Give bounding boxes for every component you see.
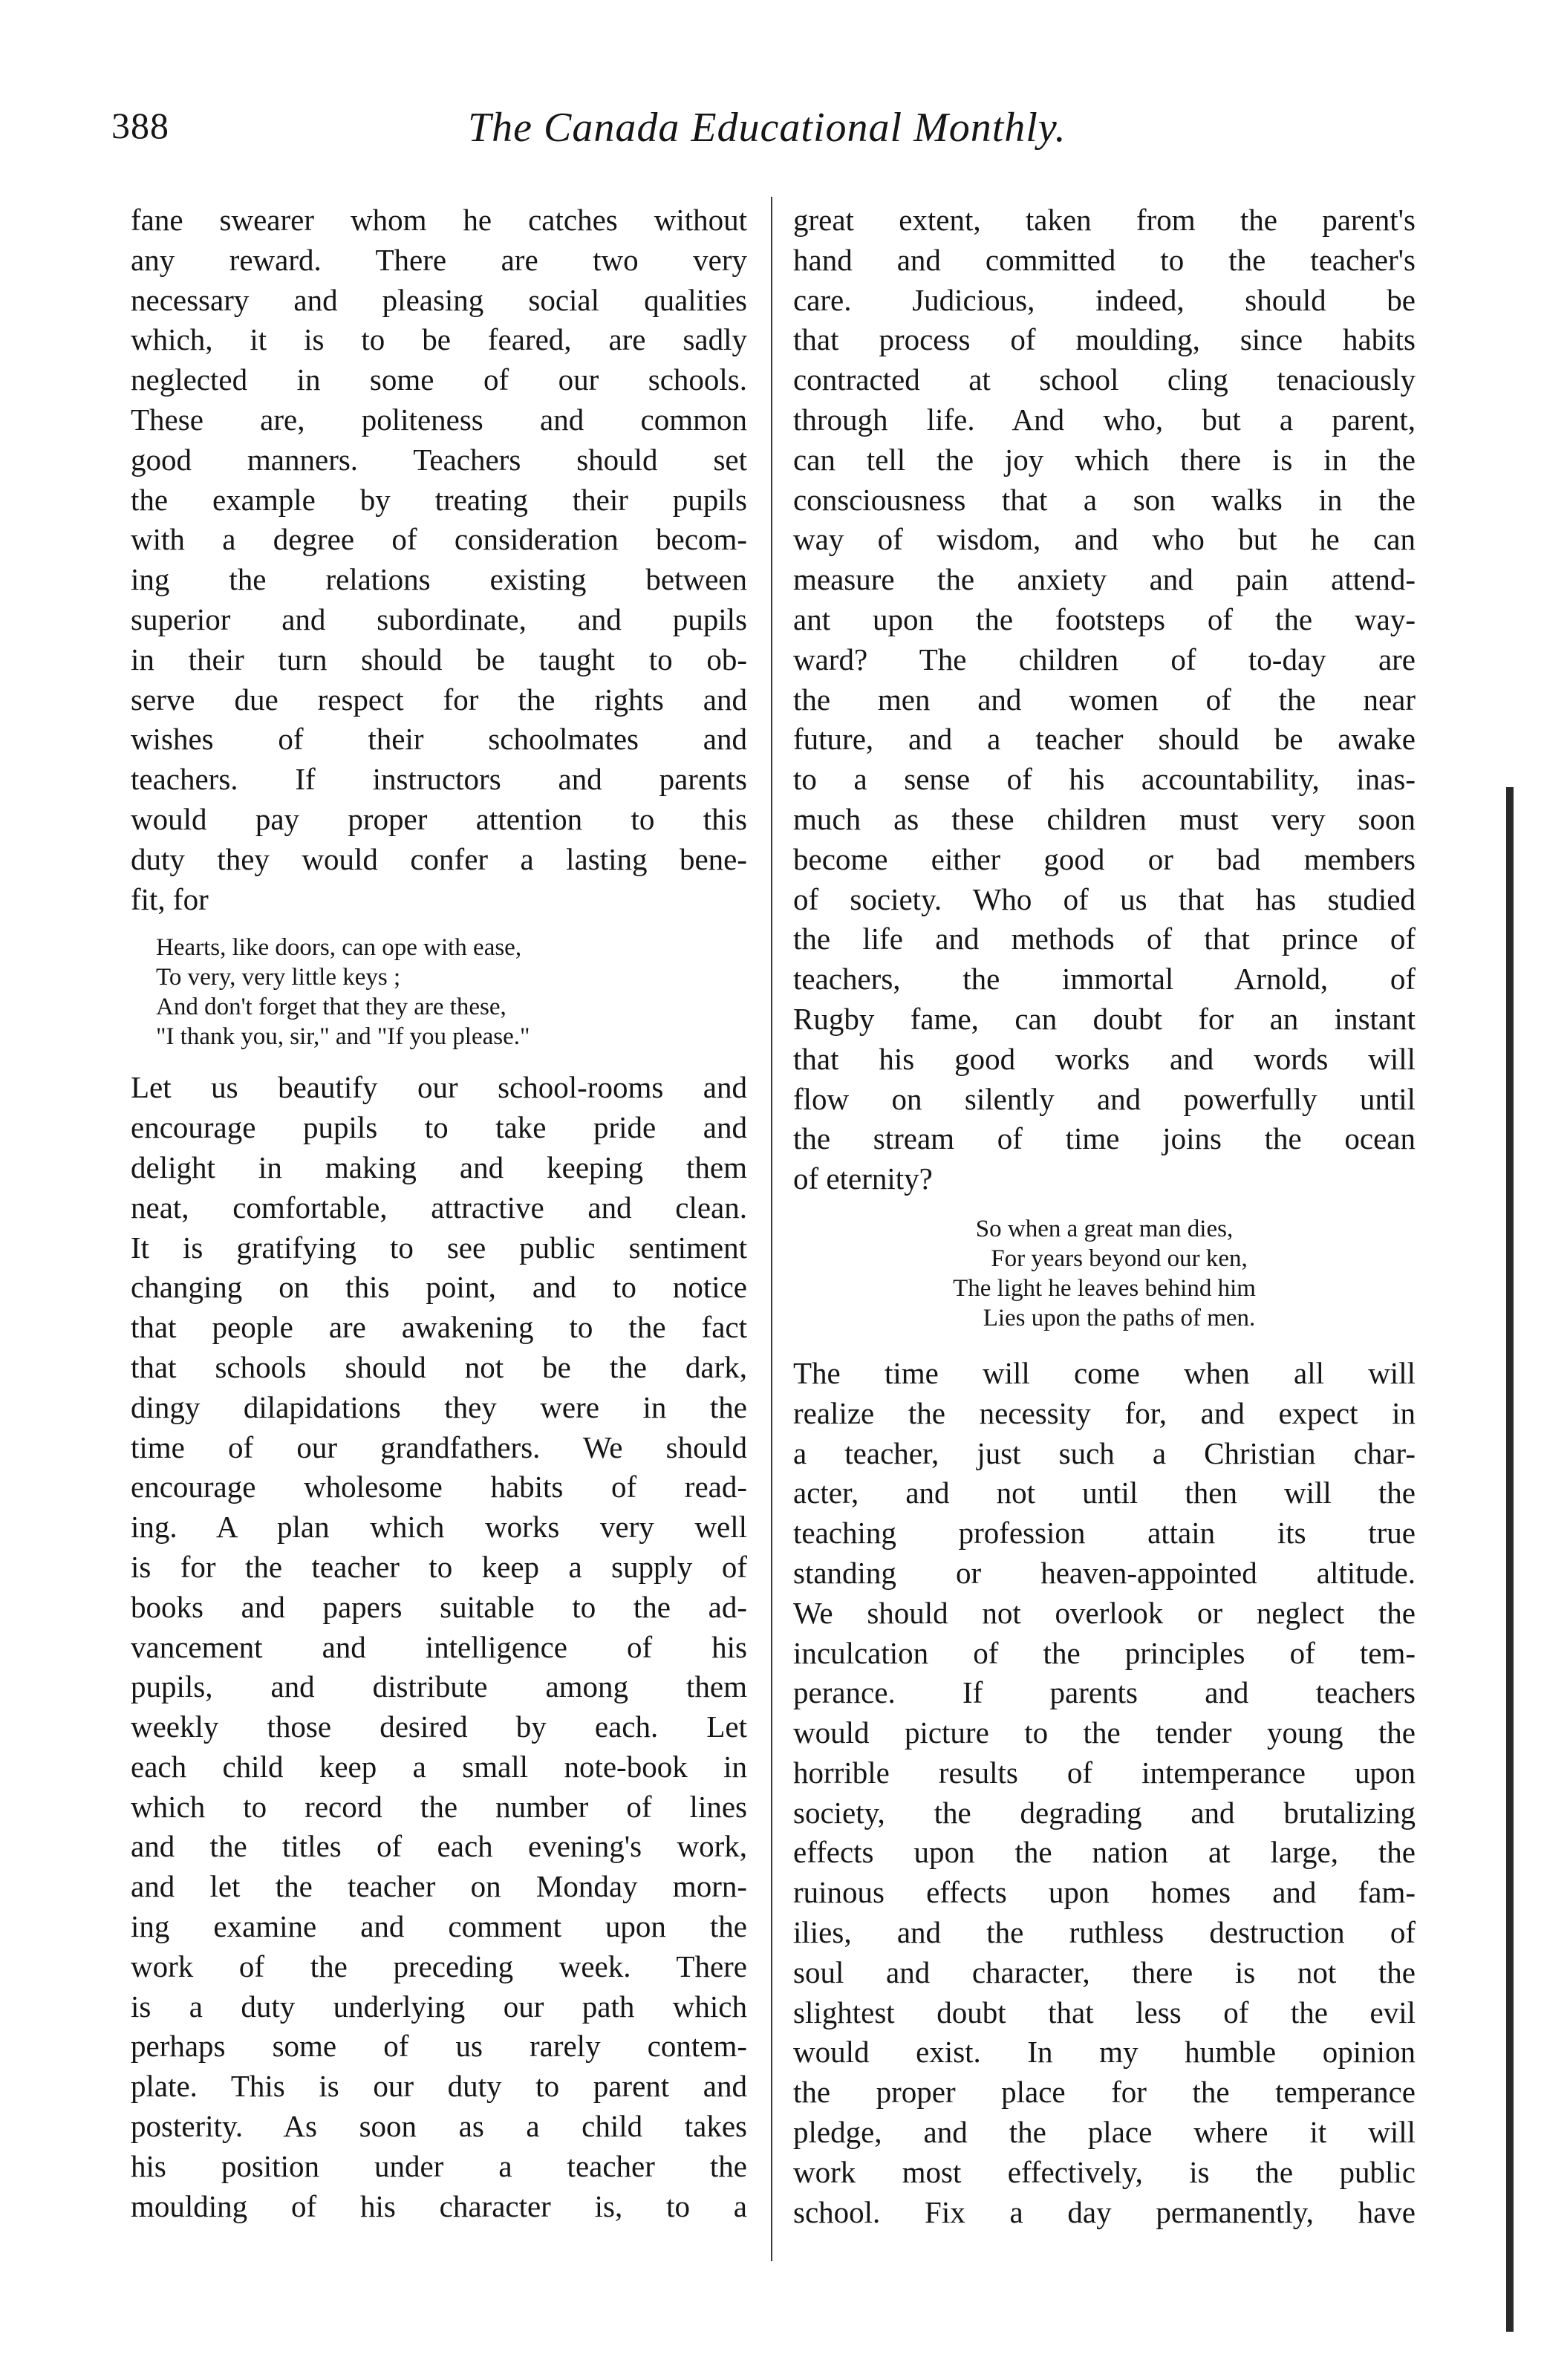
text-line: that his good works and words will (793, 1041, 1416, 1076)
text-line: plate. This is our duty to parent and (131, 2069, 747, 2104)
text-line: of society. Who of us that has studied (793, 881, 1416, 916)
text-line: that schools should not be the dark, (131, 1349, 747, 1384)
text-line: future, and a teacher should be awake (793, 722, 1416, 757)
right-column (793, 200, 1416, 2232)
text-line: good manners. Teachers should set (131, 442, 747, 477)
text-line: that people are awakening to the fact (131, 1310, 747, 1345)
text-line: through life. And who, but a parent, (793, 402, 1416, 437)
text-line: of eternity? (793, 1161, 933, 1196)
text-line: measure the anxiety and pain attend- (793, 562, 1416, 597)
text-line: pledge, and the place where it will (793, 2115, 1416, 2150)
text-line: to a sense of his accountability, inas- (793, 762, 1416, 797)
text-line: contracted at school cling tenaciously (793, 362, 1416, 397)
text-line: neglected in some of our schools. (131, 362, 747, 397)
text-line: Rugby fame, can doubt for an instant (793, 1001, 1416, 1036)
verse-line: To very, very little keys ; (156, 964, 401, 991)
text-line: which, it is to be feared, are sadly (131, 322, 747, 357)
text-line: standing or heaven-appointed altitude. (793, 1555, 1416, 1590)
text-line: fane swearer whom he catches without (131, 203, 747, 237)
left-column (131, 200, 747, 2226)
journal-title: The Canada Educational Monthly. (468, 105, 1066, 151)
text-line: teachers. If instructors and parents (131, 762, 747, 797)
text-line: books and papers suitable to the ad- (131, 1589, 747, 1624)
text-line: school. Fix a day permanently, have (793, 2194, 1416, 2229)
text-line: flow on silently and powerfully until (793, 1081, 1416, 1116)
page-edge-shadow (1506, 787, 1514, 2332)
text-line: can tell the joy which there is in the (793, 442, 1416, 477)
text-line: teaching profession attain its true (793, 1516, 1416, 1551)
text-line: hand and committed to the teacher's (793, 242, 1416, 277)
text-line: dingy dilapidations they were in the (131, 1389, 747, 1424)
column-divider (771, 197, 772, 2261)
verse-line: Lies upon the paths of men. (983, 1304, 1256, 1331)
text-line: ruinous effects upon homes and fam- (793, 1875, 1416, 1910)
text-line: way of wisdom, and who but he can (793, 522, 1416, 557)
text-line: effects upon the nation at large, the (793, 1835, 1416, 1870)
left-verse (131, 933, 747, 1052)
text-line: perhaps some of us rarely contem- (131, 2029, 747, 2064)
text-line: ant upon the footsteps of the way- (793, 601, 1416, 636)
text-line: pupils, and distribute among them (131, 1669, 747, 1704)
text-line: time of our grandfathers. We should (131, 1429, 747, 1464)
text-line: These are, politeness and common (131, 402, 747, 437)
text-line: vancement and intelligence of his (131, 1629, 747, 1664)
verse-line: So when a great man dies, (975, 1215, 1234, 1242)
text-line: each child keep a small note-book in (131, 1749, 747, 1784)
text-line: the stream of time joins the ocean (793, 1121, 1416, 1156)
left-paragraph-2 (131, 1068, 747, 2226)
page-number: 388 (111, 105, 169, 146)
right-paragraph-2 (793, 1354, 1416, 2233)
text-line: is a duty underlying our path which (131, 1989, 747, 2024)
text-line: encourage wholesome habits of read- (131, 1470, 747, 1504)
text-line: with a degree of consideration becom- (131, 522, 747, 557)
text-line: wishes of their schoolmates and (131, 722, 747, 757)
text-line: We should not overlook or neglect the (793, 1595, 1416, 1630)
text-line: care. Judicious, indeed, should be (793, 282, 1416, 317)
text-line: encourage pupils to take pride and (131, 1110, 747, 1145)
text-line: ing the relations existing between (131, 562, 747, 597)
text-line: and the titles of each evening's work, (131, 1829, 747, 1864)
text-line: the example by treating their pupils (131, 482, 747, 517)
text-line: posterity. As soon as a child takes (131, 2109, 747, 2144)
right-verse (793, 1214, 1416, 1333)
text-line: society, the degrading and brutalizing (793, 1795, 1416, 1830)
text-line: would pay proper attention to this (131, 801, 747, 836)
text-line: fit, for (131, 881, 209, 916)
verse-line: Hearts, like doors, can ope with ease, (156, 934, 522, 962)
text-line: soul and character, there is not the (793, 1954, 1416, 1989)
text-line: moulding of his character is, to a (131, 2188, 747, 2223)
text-line: changing on this point, and to notice (131, 1270, 747, 1305)
text-line: would picture to the tender young the (793, 1715, 1416, 1750)
text-line: consciousness that a son walks in the (793, 482, 1416, 517)
text-line: ward? The children of to-day are (793, 642, 1416, 676)
text-line: ilies, and the ruthless destruction of (793, 1915, 1416, 1950)
text-line: the life and methods of that prince of (793, 922, 1416, 956)
text-line: serve due respect for the rights and (131, 682, 747, 717)
text-line: work most effectively, is the public (793, 2154, 1416, 2189)
text-line: become either good or bad members (793, 841, 1416, 876)
text-line: superior and subordinate, and pupils (131, 601, 747, 636)
text-line: that process of moulding, since habits (793, 322, 1416, 357)
verse-line: The light he leaves behind him (953, 1274, 1256, 1302)
text-line: acter, and not until then will the (793, 1476, 1416, 1510)
text-line: inculcation of the principles of tem- (793, 1635, 1416, 1670)
text-line: perance. If parents and teachers (793, 1675, 1416, 1710)
text-line: is for the teacher to keep a supply of (131, 1549, 747, 1584)
verse-line: "I thank you, sir," and "If you please." (156, 1023, 530, 1051)
text-line: teachers, the immortal Arnold, of (793, 962, 1416, 997)
text-line: work of the preceding week. There (131, 1949, 747, 1983)
text-line: his position under a teacher the (131, 2148, 747, 2183)
text-line: delight in making and keeping them (131, 1150, 747, 1184)
text-line: which to record the number of lines (131, 1789, 747, 1824)
text-line: The time will come when all will (793, 1355, 1416, 1390)
text-line: necessary and pleasing social qualities (131, 282, 747, 317)
verse-line: And don't forget that they are these, (156, 994, 506, 1021)
text-line: the proper place for the temperance (793, 2075, 1416, 2110)
text-line: Let us beautify our school-rooms and (131, 1070, 747, 1105)
text-line: the men and women of the near (793, 682, 1416, 717)
text-line: much as these children must very soon (793, 801, 1416, 836)
text-line: weekly those desired by each. Let (131, 1709, 747, 1744)
text-line: in their turn should be taught to ob- (131, 642, 747, 676)
text-line: and let the teacher on Monday morn- (131, 1869, 747, 1904)
text-line: duty they would confer a lasting bene- (131, 841, 747, 876)
text-line: horrible results of intemperance upon (793, 1755, 1416, 1790)
text-line: would exist. In my humble opinion (793, 2035, 1416, 2070)
text-line: ing. A plan which works very well (131, 1510, 747, 1545)
left-paragraph-1 (131, 200, 747, 919)
text-line: neat, comfortable, attractive and clean. (131, 1190, 747, 1225)
text-line: a teacher, just such a Christian char- (793, 1435, 1416, 1470)
right-paragraph-1 (793, 200, 1416, 1199)
text-line: slightest doubt that less of the evil (793, 1995, 1416, 2029)
text-line: ing examine and comment upon the (131, 1909, 747, 1944)
text-line: any reward. There are two very (131, 242, 747, 277)
text-line: realize the necessity for, and expect in (793, 1395, 1416, 1430)
page-header (111, 104, 1418, 163)
verse-line: For years beyond our ken, (991, 1245, 1248, 1272)
text-line: great extent, taken from the parent's (793, 203, 1416, 237)
text-line: It is gratifying to see public sentiment (131, 1230, 747, 1265)
